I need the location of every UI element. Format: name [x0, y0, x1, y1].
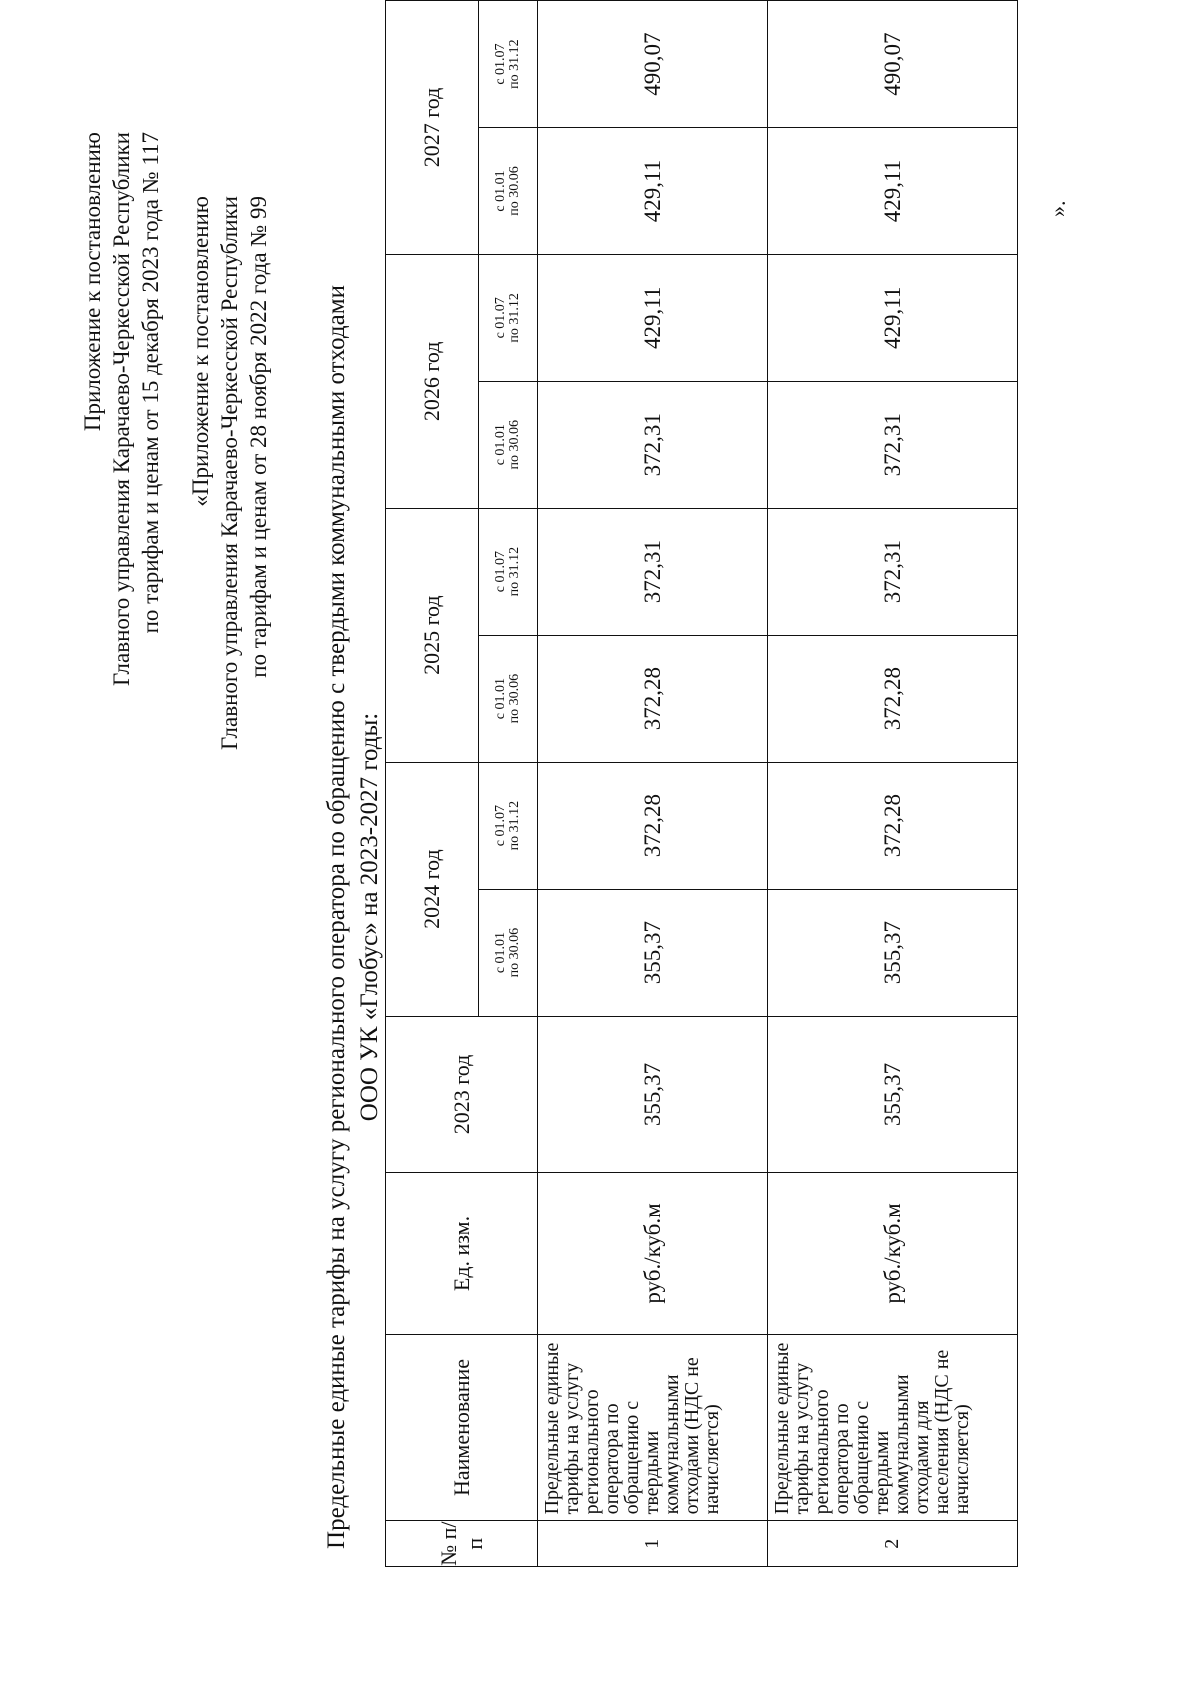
row-value-2026-h2: 429,11	[538, 254, 768, 381]
table-row	[538, 1, 768, 1567]
header-name: Наименование	[386, 1334, 538, 1521]
period-header: с 01.01 по 30.06	[479, 889, 538, 1016]
row-value-2026-h2: 429,11	[768, 254, 1018, 381]
header-year-2025: 2025 год	[386, 508, 479, 762]
row-unit: руб./куб.м	[538, 1173, 768, 1334]
row-unit: руб./куб.м	[768, 1173, 1018, 1334]
row-number: 1	[538, 1521, 768, 1567]
header-year-2027: 2027 год	[386, 1, 479, 255]
header-year-2024: 2024 год	[386, 762, 479, 1016]
period-header: с 01.01 по 30.06	[479, 128, 538, 255]
row-value-2026-h1: 372,31	[538, 381, 768, 508]
row-value-2024-h1: 355,37	[538, 889, 768, 1016]
row-value-2026-h1: 372,31	[768, 381, 1018, 508]
header-year-2023: 2023 год	[386, 1016, 538, 1173]
row-number: 2	[768, 1521, 1018, 1567]
row-value-2025-h2: 372,31	[768, 508, 1018, 635]
row-value-2027-h2: 490,07	[538, 1, 768, 128]
period-header: с 01.07 по 31.12	[479, 1, 538, 128]
document-title-line1: Предельные единые тарифы на услугу регионального оператора по обращению с твердыми коммунальными отходами	[323, 285, 350, 1549]
row-value-2025-h2: 372,31	[538, 508, 768, 635]
row-name: Предельные единые тарифы на услугу регионального оператора по обращению с твердыми коммунальными отходами (НДС не начисляется)	[538, 1334, 768, 1521]
row-value-2027-h2: 490,07	[768, 1, 1018, 128]
document-title	[320, 267, 386, 1567]
row-value-2024-h1: 355,37	[768, 889, 1018, 1016]
period-header: с 01.01 по 30.06	[479, 635, 538, 762]
row-value-2023: 355,37	[768, 1016, 1018, 1173]
row-value-2024-h2: 372,28	[538, 762, 768, 889]
closing-quote: ».	[1045, 200, 1070, 217]
row-value-2025-h1: 372,28	[768, 635, 1018, 762]
appendix-header	[78, 132, 165, 1032]
row-value-2027-h1: 429,11	[768, 128, 1018, 255]
header-year-2026: 2026 год	[386, 254, 479, 508]
header-number: № п/п	[386, 1521, 538, 1567]
table-row	[768, 1, 1018, 1567]
table-header-row	[386, 1, 479, 1567]
row-value-2023: 355,37	[538, 1016, 768, 1173]
appendix-header-line1: Приложение к постановлению	[80, 132, 105, 432]
row-value-2024-h2: 372,28	[768, 762, 1018, 889]
period-header: с 01.01 по 30.06	[479, 381, 538, 508]
document-title-line2: ООО УК «Глобус» на 2023-2027 годы:	[356, 712, 383, 1122]
previous-appendix-header	[186, 196, 273, 1096]
previous-appendix-header-line2: Главного управления Карачаево-Черкесской Республики	[217, 196, 242, 751]
period-header: с 01.07 по 31.12	[479, 508, 538, 635]
appendix-header-line2: Главного управления Карачаево-Черкесской Республики	[109, 132, 134, 687]
row-name: Предельные единые тарифы на услугу регионального оператора по обращению с твердыми коммунальными отходами для населения (НДС не начисляется)	[768, 1334, 1018, 1521]
header-unit: Ед. изм.	[386, 1173, 538, 1334]
period-header: с 01.07 по 31.12	[479, 762, 538, 889]
previous-appendix-header-line1: «Приложение к постановлению	[188, 196, 213, 507]
appendix-header-line3: по тарифам и ценам от 15 декабря 2023 года № 117	[138, 132, 163, 634]
row-value-2025-h1: 372,28	[538, 635, 768, 762]
tariff-table	[385, 0, 1018, 1567]
previous-appendix-header-line3: по тарифам и ценам от 28 ноября 2022 года № 99	[246, 196, 271, 678]
row-value-2027-h1: 429,11	[538, 128, 768, 255]
period-header: с 01.07 по 31.12	[479, 254, 538, 381]
